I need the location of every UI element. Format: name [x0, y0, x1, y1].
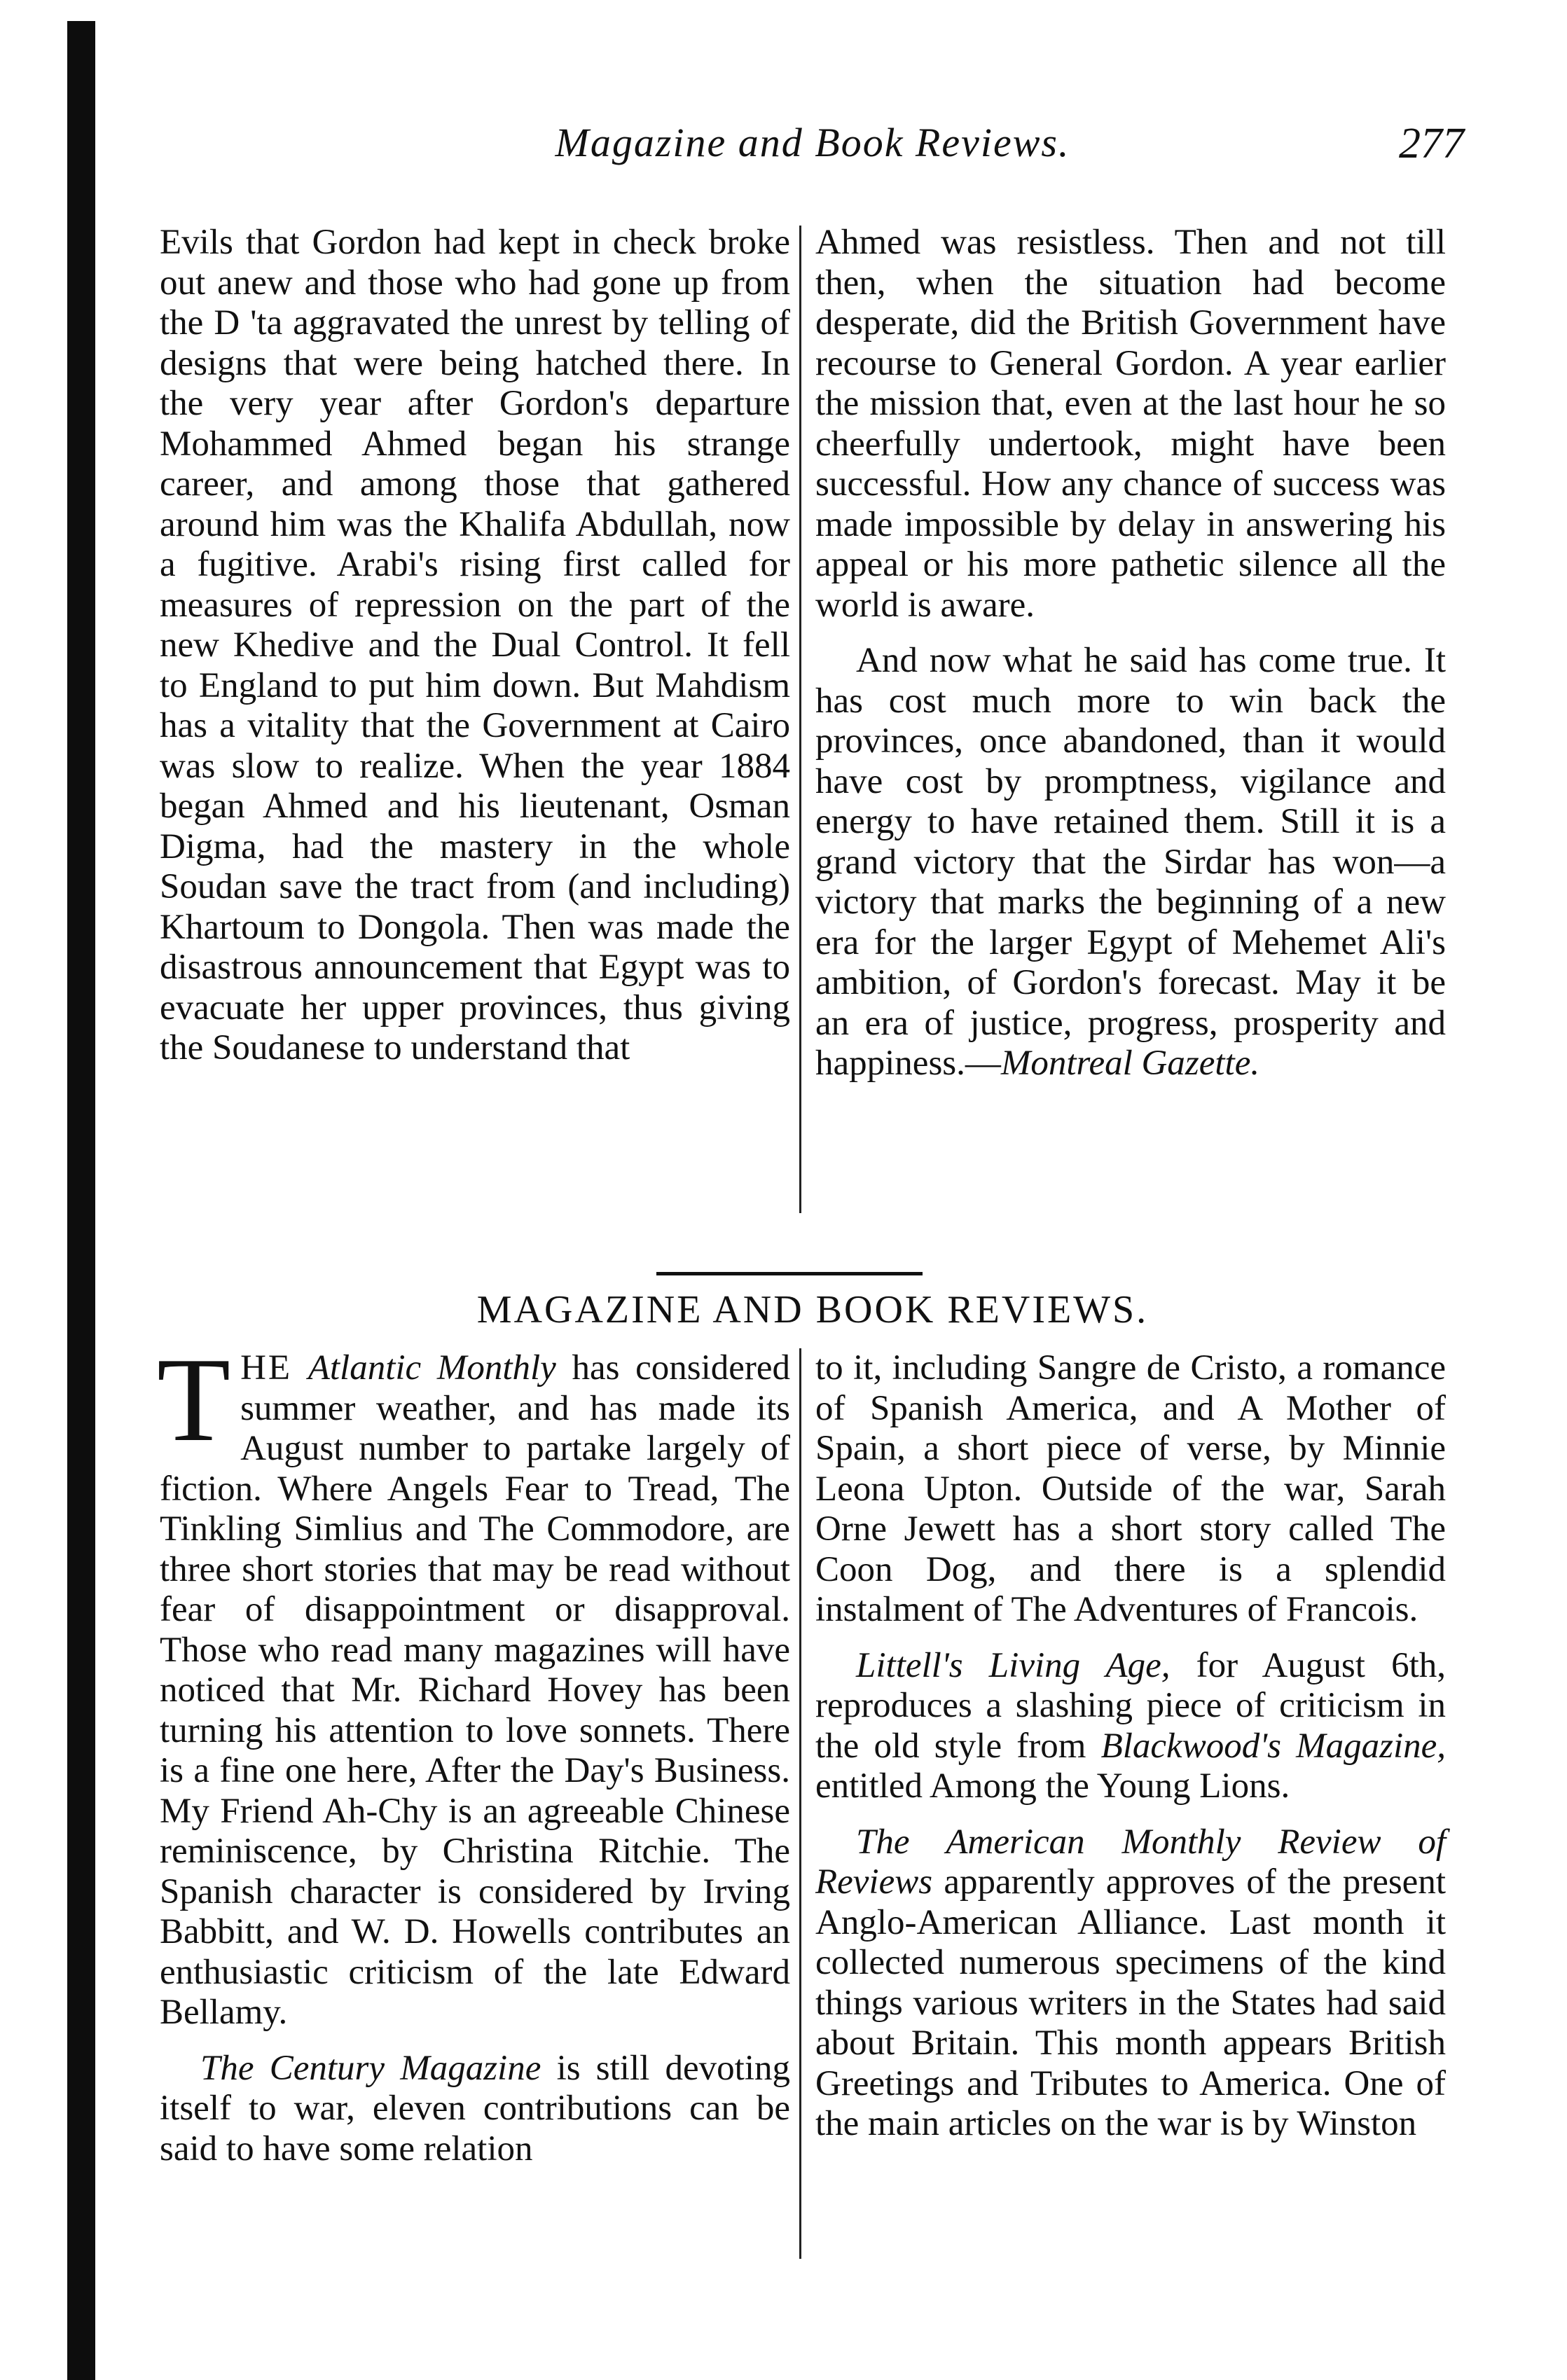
review-text: entitled Among the Young Lions.	[815, 1766, 1290, 1806]
article-text: And now what he said has come true. It has cost much more to win back the provinces, once abandoned, than it would have cost by promptness, vigilance and energy to have retained them. Still it is a grand victory that the Sirdar has won—a victory that marks the beginning of a new era for the larger Egypt of Mehemet Ali's ambition, of Gordon's forecast. May it be an era of justice, progress, prosperity and happiness.—	[815, 641, 1446, 1083]
magazine-name: The American Monthly Review of Reviews	[815, 1822, 1446, 1902]
lead-word: HE	[240, 1348, 293, 1388]
article-left-column	[160, 223, 790, 1069]
page-header	[161, 119, 1464, 182]
article-source: Montreal Gazette.	[1000, 1044, 1260, 1083]
column-divider-top	[799, 226, 801, 1213]
review-text: has considered summer weather, and has made its August number to partake largely of fiction. Where Angels Fear to Tread, The Tinkling Simlius and The Commodore, are three short stories that may be read without fear of disappointment or disapproval. Those who read many magazines will have noticed that Mr. Richard Hovey has been turning his attention to love sonnets. There is a fine one here, After the Day's Business. My Friend Ah-Chy is an agreeable Chinese reminiscence, by Christina Ritchie. The Spanish character is considered by Irving Babbitt, and W. D. Howells contributes an enthusiastic criticism of the late Edward Bellamy.	[160, 1348, 790, 2032]
reviews-left-column	[157, 1334, 790, 2169]
review-text: apparently approves of the present Anglo-American Alliance. Last month it collected numerous specimens of the kind things various writers in the States had said about Britain. This month appears British Greetings and Tributes to America. One of the main articles on the war is by Winston	[815, 1862, 1446, 2143]
review-paragraph	[815, 1822, 1446, 2145]
article-paragraph	[815, 641, 1446, 1084]
review-paragraph	[157, 1334, 790, 2033]
reviews-right-column	[815, 1348, 1446, 2145]
page-number: 277	[1399, 120, 1464, 167]
drop-cap: T	[157, 1334, 231, 1467]
page-spine-shadow	[67, 21, 95, 2380]
review-paragraph	[815, 1646, 1446, 1807]
section-separator	[656, 1272, 923, 1275]
column-divider-bottom	[799, 1348, 801, 2259]
review-paragraph: to it, including Sangre de Cristo, a romance of Spanish America, and A Mother of Spain, a short piece of verse, by Minnie Leona Upton. Outside of the war, Sarah Orne Jewett has a short story called The Coon Dog, and there is a splendid instalment of The Adventures of Francois.	[815, 1348, 1446, 1629]
magazine-name: Atlantic Monthly	[308, 1348, 556, 1388]
magazine-name: Blackwood's Magazine,	[1100, 1726, 1447, 1766]
magazine-name: Littell's Living Age,	[856, 1645, 1171, 1685]
article-paragraph: Ahmed was resistless. Then and not till then, when the situation had become desperate, did the British Government have recourse to General Gordon. A year earlier the mission that, even at the last hour he so cheerfully undertook, might have been successful. How any chance of success was made impossible by delay in answering his appeal or his more pathetic silence all the world is aware.	[815, 223, 1446, 625]
review-text: for August 6th, reproduces a slashing piece of criticism in the old style from	[815, 1645, 1446, 1766]
review-text: is still devoting itself to war, eleven contributions can be said to have some relation	[160, 2048, 790, 2168]
running-title: Magazine and Book Reviews.	[555, 120, 1070, 165]
section-title: MAGAZINE AND BOOK REVIEWS.	[476, 1288, 1149, 1331]
magazine-name: The Century Magazine	[200, 2048, 541, 2088]
review-paragraph	[160, 2049, 790, 2170]
article-right-column	[815, 223, 1446, 1084]
article-paragraph: Evils that Gordon had kept in check broke out anew and those who had gone up from the D 'ta aggravated the unrest by telling of designs that were being hatched there. In the very year after Gordon's departure Mohammed Ahmed began his strange career, and among those that gathered around him was the Khalifa Abdullah, now a fugitive. Arabi's rising first called for measures of repression on the part of the new Khedive and the Dual Control. It fell to England to put him down. But Mahdism has a vitality that the Government at Cairo was slow to realize. When the year 1884 began Ahmed and his lieutenant, Osman Digma, had the mastery in the whole Soudan save the tract from (and including) Khartoum to Dongola. Then was made the disastrous announcement that Egypt was to evacuate her upper provinces, thus giving the Soudanese to understand that	[160, 223, 790, 1067]
